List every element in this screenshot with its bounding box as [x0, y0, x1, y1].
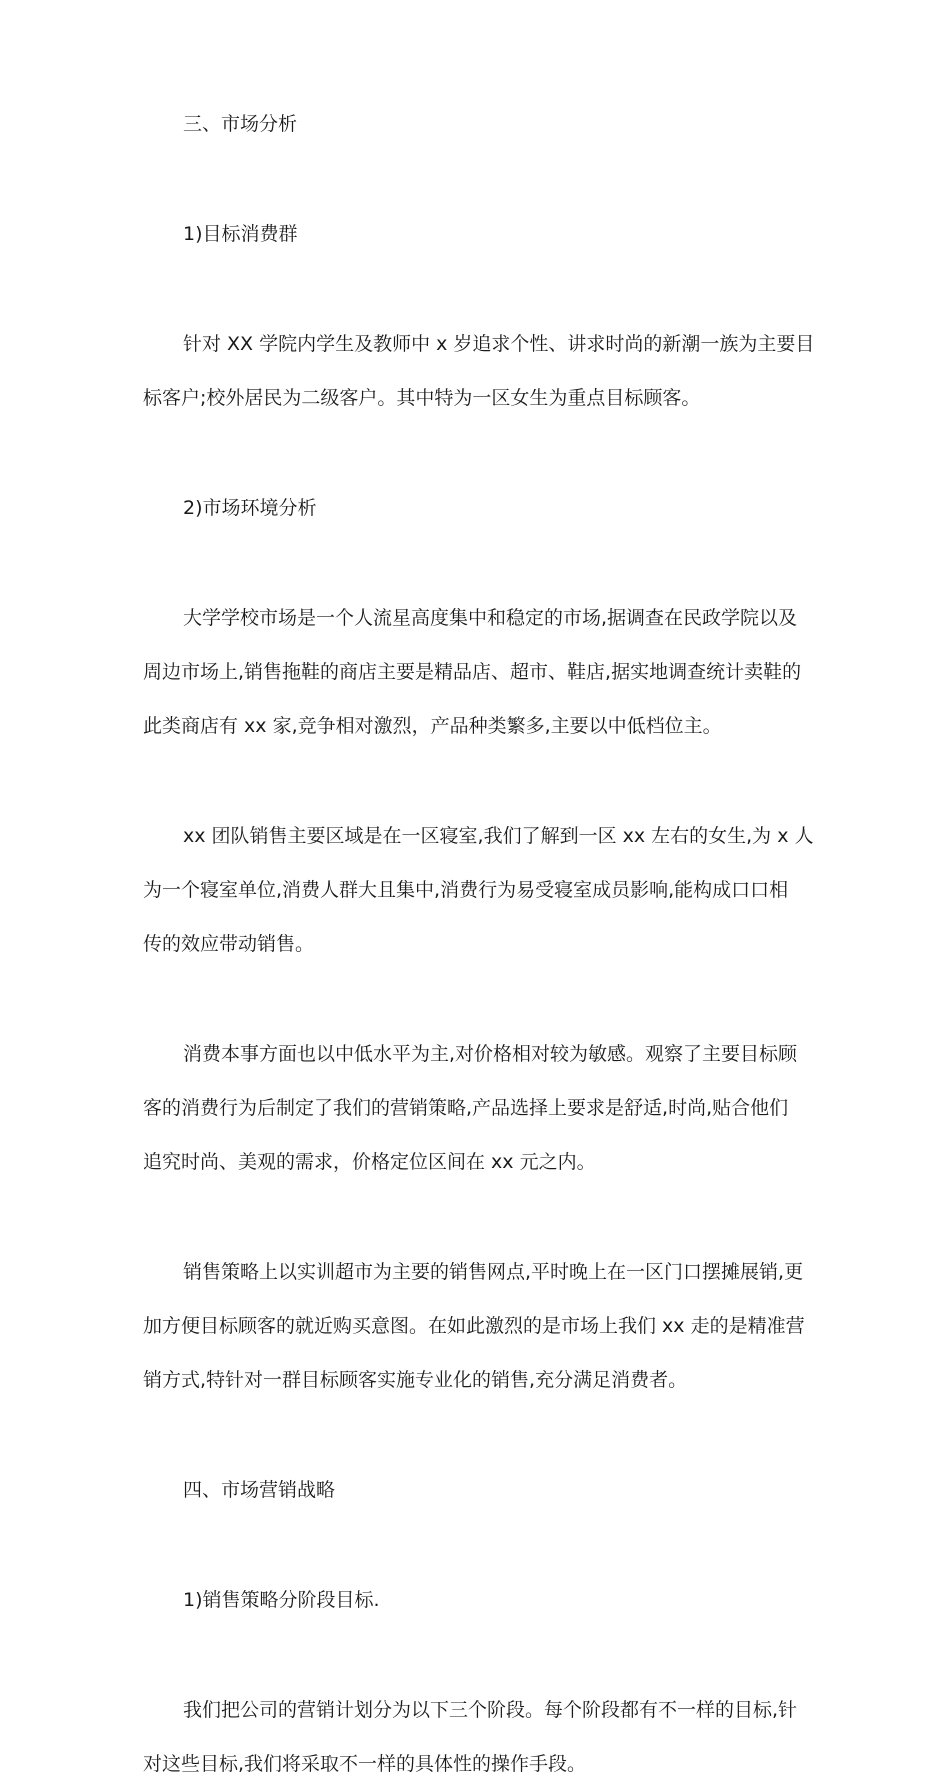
section-heading-market-analysis — [143, 97, 811, 151]
paragraph-three-phases — [143, 1683, 811, 1791]
subheading-target-consumers — [143, 207, 811, 261]
text-line: 客的消费行为后制定了我们的营销策略,产品选择上要求是舒适,时尚,贴合他们 — [143, 1097, 789, 1119]
text-line: 1)目标消费群 — [183, 223, 298, 245]
text-line: 传的效应带动销售。 — [143, 933, 315, 955]
text-line: 四、市场营销战略 — [183, 1479, 336, 1501]
text-line: 标客户;校外居民为二级客户。其中特为一区女生为重点目标顾客。 — [143, 387, 701, 409]
paragraph-sales-area — [143, 809, 814, 971]
text-line: 对这些目标,我们将采取不一样的具体性的操作手段。 — [143, 1753, 587, 1775]
text-line: 我们把公司的营销计划分为以下三个阶段。每个阶段都有不一样的目标,针 — [183, 1699, 798, 1721]
text-line: 三、市场分析 — [183, 113, 298, 135]
text-line: 2)市场环境分析 — [183, 497, 317, 519]
paragraph-sales-strategy — [143, 1245, 811, 1407]
text-line: xx 团队销售主要区域是在一区寝室,我们了解到一区 xx 左右的女生,为 x 人 — [183, 825, 814, 847]
document-body — [143, 97, 815, 1791]
section-heading-marketing-strategy — [143, 1463, 811, 1517]
text-line: 追究时尚、美观的需求，价格定位区间在 xx 元之内。 — [143, 1151, 596, 1173]
paragraph-target-customers — [143, 317, 815, 425]
subheading-market-environment — [143, 481, 811, 535]
paragraph-consumption-level — [143, 1027, 811, 1189]
text-line: 加方便目标顾客的就近购买意图。在如此激烈的是市场上我们 xx 走的是精准营 — [143, 1315, 805, 1337]
text-line: 销售策略上以实训超市为主要的销售网点,平时晚上在一区门口摆摊展销,更 — [183, 1261, 804, 1283]
text-line: 周边市场上,销售拖鞋的商店主要是精品店、超市、鞋店,据实地调查统计卖鞋的 — [143, 661, 802, 683]
text-line: 1)销售策略分阶段目标. — [183, 1589, 380, 1611]
paragraph-campus-market — [143, 591, 811, 753]
text-line: 为一个寝室单位,消费人群大且集中,消费行为易受寝室成员影响,能构成口口相 — [143, 879, 789, 901]
text-line: 大学学校市场是一个人流星高度集中和稳定的市场,据调查在民政学院以及 — [183, 607, 798, 629]
text-line: 针对 XX 学院内学生及教师中 x 岁追求个性、讲求时尚的新潮一族为主要目 — [183, 333, 815, 355]
text-line: 销方式,特针对一群目标顾客实施专业化的销售,充分满足消费者。 — [143, 1369, 688, 1391]
subheading-phase-goals — [143, 1573, 811, 1627]
text-line: 此类商店有 xx 家,竞争相对激烈，产品种类繁多,主要以中低档位主。 — [143, 715, 722, 737]
text-line: 消费本事方面也以中低水平为主,对价格相对较为敏感。观察了主要目标顾 — [183, 1043, 798, 1065]
